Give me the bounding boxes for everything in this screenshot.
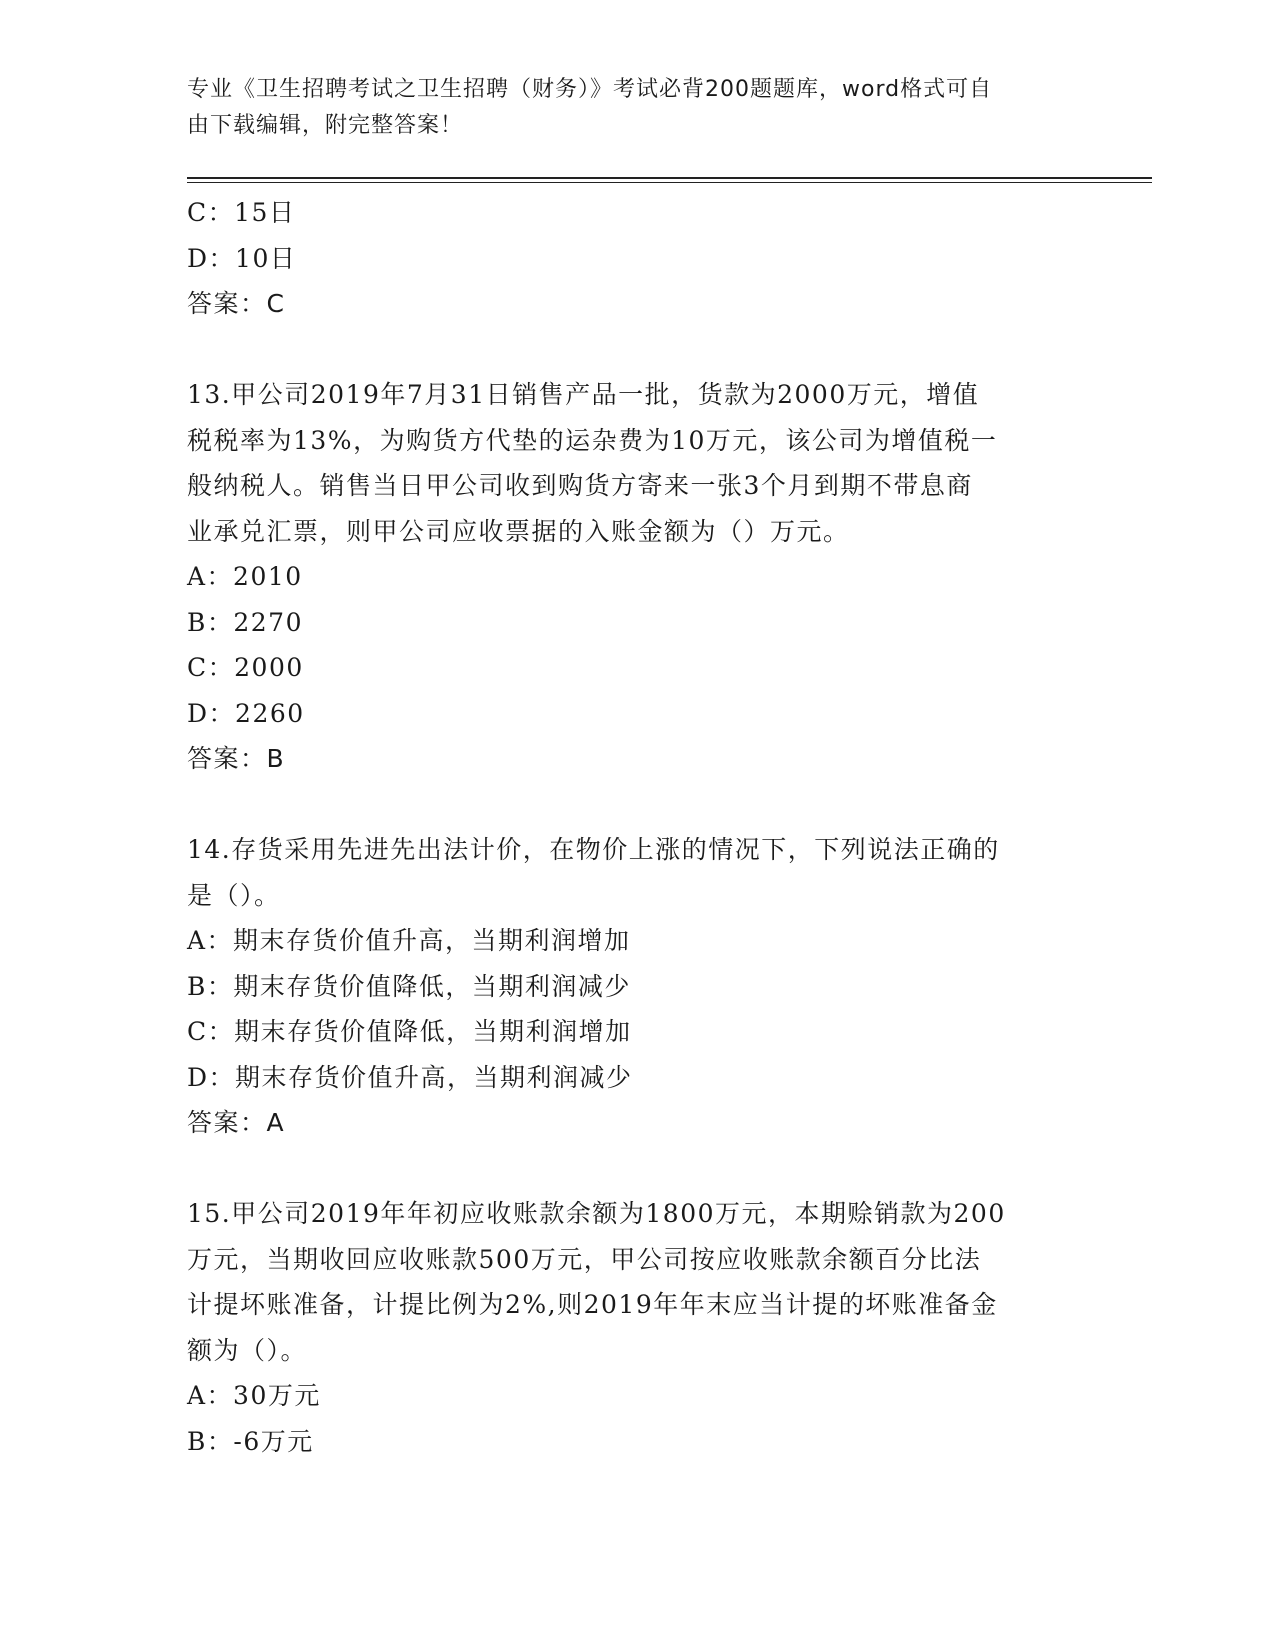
- spacer: [187, 327, 1087, 373]
- header-line-2: 由下载编辑，附完整答案！: [187, 113, 464, 138]
- spacer: [187, 782, 1087, 828]
- question-stem-line: 是（）。: [187, 880, 281, 910]
- question-14: [187, 827, 1087, 1146]
- question-stem-line: 额为（）。: [187, 1335, 308, 1365]
- question-12-tail: [187, 190, 1087, 327]
- question-stem-line: 业承兑汇票，则甲公司应收票据的入账金额为（）万元。: [187, 516, 850, 546]
- option-b: B：2270: [187, 607, 303, 637]
- spacer: [187, 1146, 1087, 1192]
- question-stem-line: 13.甲公司2019年7月31日销售产品一批，货款为2000万元，增值: [187, 380, 980, 409]
- option-a: A：2010: [187, 562, 303, 591]
- header-line-1: 专业《卫生招聘考试之卫生招聘（财务）》考试必背200题题库，word格式可自: [187, 77, 993, 102]
- question-13: [187, 372, 1087, 782]
- question-stem-line: 般纳税人。销售当日甲公司收到购货方寄来一张3个月到期不带息商: [187, 471, 973, 500]
- header-divider-thin: [187, 182, 1152, 183]
- answer-line: 答案：B: [187, 744, 286, 773]
- question-stem-line: 14.存货采用先进先出法计价，在物价上涨的情况下，下列说法正确的: [187, 835, 1000, 864]
- document-header: [187, 72, 1087, 144]
- option-c: C：期末存货价值降低，当期利润增加: [187, 1017, 632, 1046]
- option-c: C：2000: [187, 653, 304, 682]
- question-stem-line: 万元，当期收回应收账款500万元，甲公司按应收账款余额百分比法: [187, 1244, 982, 1274]
- answer-line: 答案：C: [187, 289, 286, 318]
- question-stem-line: 计提坏账准备，计提比例为2%,则2019年年末应当计提的坏账准备金: [187, 1290, 998, 1319]
- question-15: [187, 1191, 1087, 1464]
- question-stem-line: 税税率为13%，为购货方代垫的运杂费为10万元，该公司为增值税一: [187, 425, 998, 455]
- option-d: D：2260: [187, 698, 305, 728]
- document-body: [187, 190, 1087, 1464]
- answer-line: 答案：A: [187, 1108, 286, 1137]
- option-d: D：10日: [187, 243, 297, 273]
- option-a: A：期末存货价值升高，当期利润增加: [187, 926, 631, 955]
- option-c: C：15日: [187, 198, 296, 227]
- option-a: A：30万元: [187, 1381, 321, 1410]
- option-d: D：期末存货价值升高，当期利润减少: [187, 1062, 633, 1092]
- header-divider-thick: [187, 177, 1152, 179]
- option-b: B：-6万元: [187, 1426, 314, 1456]
- option-b: B：期末存货价值降低，当期利润减少: [187, 971, 631, 1001]
- question-stem-line: 15.甲公司2019年年初应收账款余额为1800万元，本期赊销款为200: [187, 1199, 1006, 1228]
